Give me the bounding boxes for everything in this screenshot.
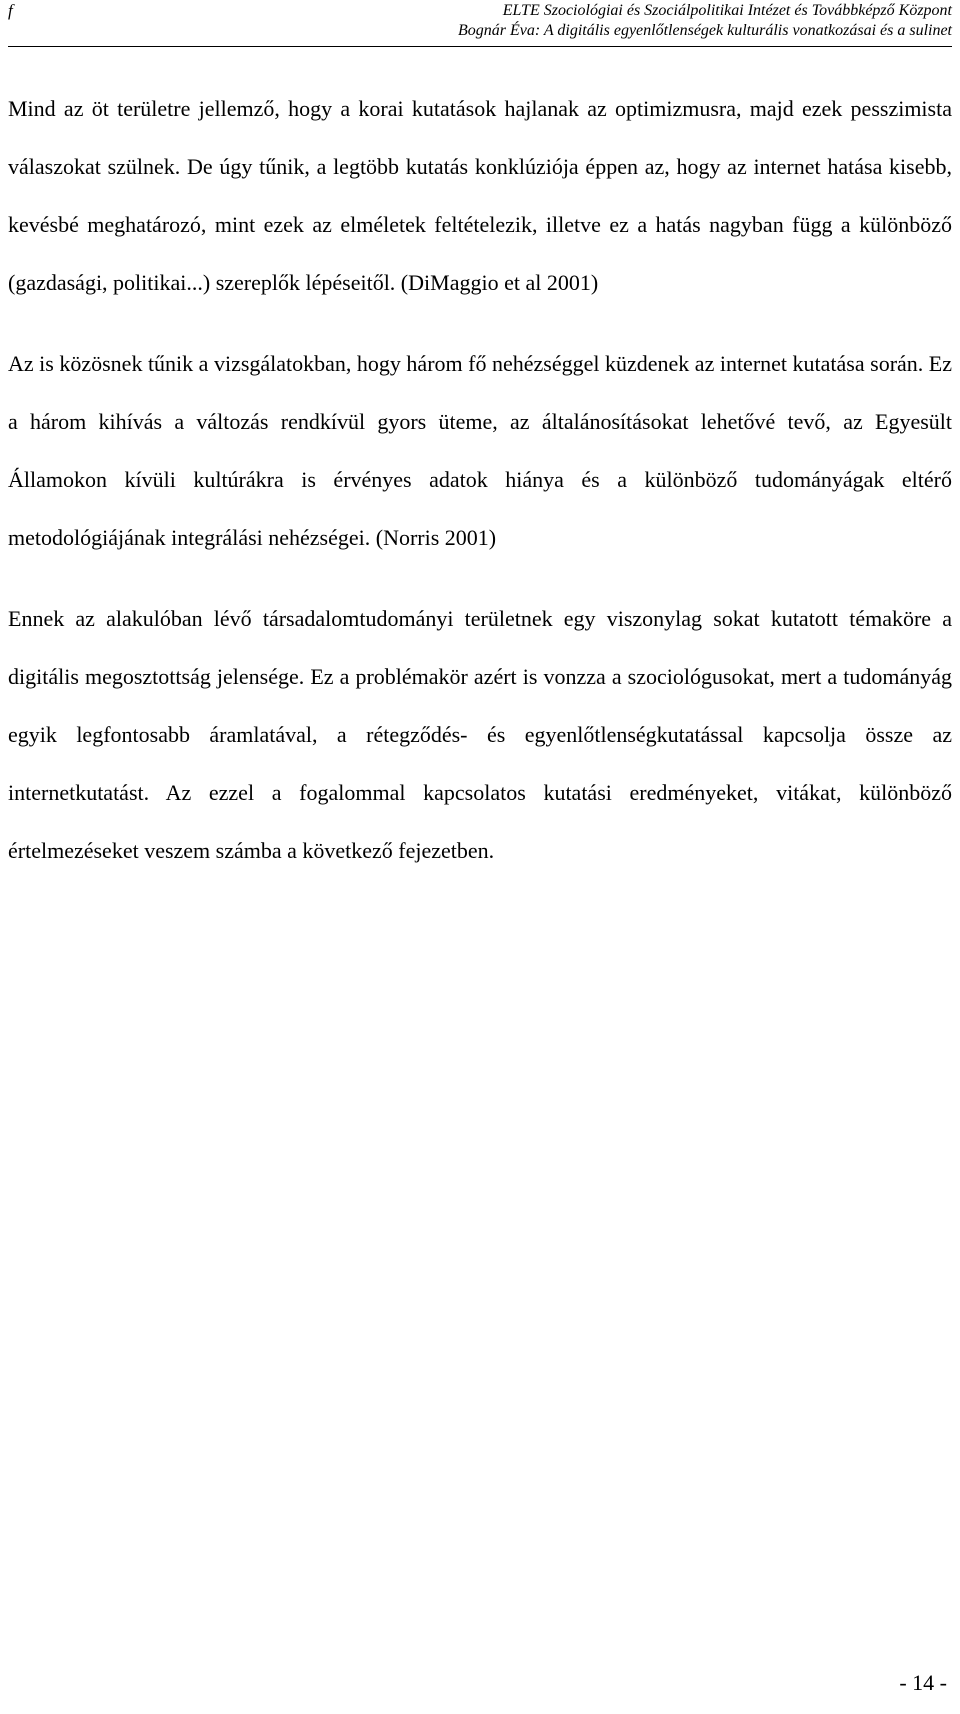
header-institution: ELTE Szociológiai és Szociálpolitikai Intézet és Továbbképző Központ xyxy=(502,2,952,19)
document-body xyxy=(8,80,952,880)
paragraph: Mind az öt területre jellemző, hogy a korai kutatások hajlanak az optimizmusra, majd ezek pesszimista válaszokat szülnek. De úgy tűnik, a legtöbb kutatás konklúziója éppen az, hogy az internet hatása kisebb, kevésbé meghatározó, mint ezek az elméletek feltételezik, illetve ez a hatás nagyban függ a különböző (gazdasági, politikai...) szereplők lépéseitől. (DiMaggio et al 2001) xyxy=(8,96,952,295)
header-work-title: Bognár Éva: A digitális egyenlőtlenségek kulturális vonatkozásai és a sulinet xyxy=(458,21,952,39)
header-mark: f xyxy=(8,1,13,20)
page-header xyxy=(8,0,952,47)
page-number: - 14 - xyxy=(899,1670,947,1695)
header-text xyxy=(458,1,952,40)
paragraph: Ennek az alakulóban lévő társadalomtudományi területnek egy viszonylag sokat kutatott témaköre a digitális megosztottság jelensége. Ez a problémakör azért is vonzza a szociológusokat, mert a tudományág egyik legfontosabb áramlatával, a rétegződés- és egyenlőtlenségkutatással kapcsolja össze az internetkutatást. Az ezzel a fogalommal kapcsolatos kutatási eredményeket, vitákat, különböző értelmezéseket veszem számba a következő fejezetben. xyxy=(8,606,952,863)
paragraph: Az is közösnek tűnik a vizsgálatokban, hogy három fő nehézséggel küzdenek az internet kutatása során. Ez a három kihívás a változás rendkívül gyors üteme, az általánosításokat lehetővé tevő, az Egyesült Államokon kívüli kultúrákra is érvényes adatok hiánya és a különböző tudományágak eltérő metodológiájának integrálási nehézségei. (Norris 2001) xyxy=(8,351,952,550)
